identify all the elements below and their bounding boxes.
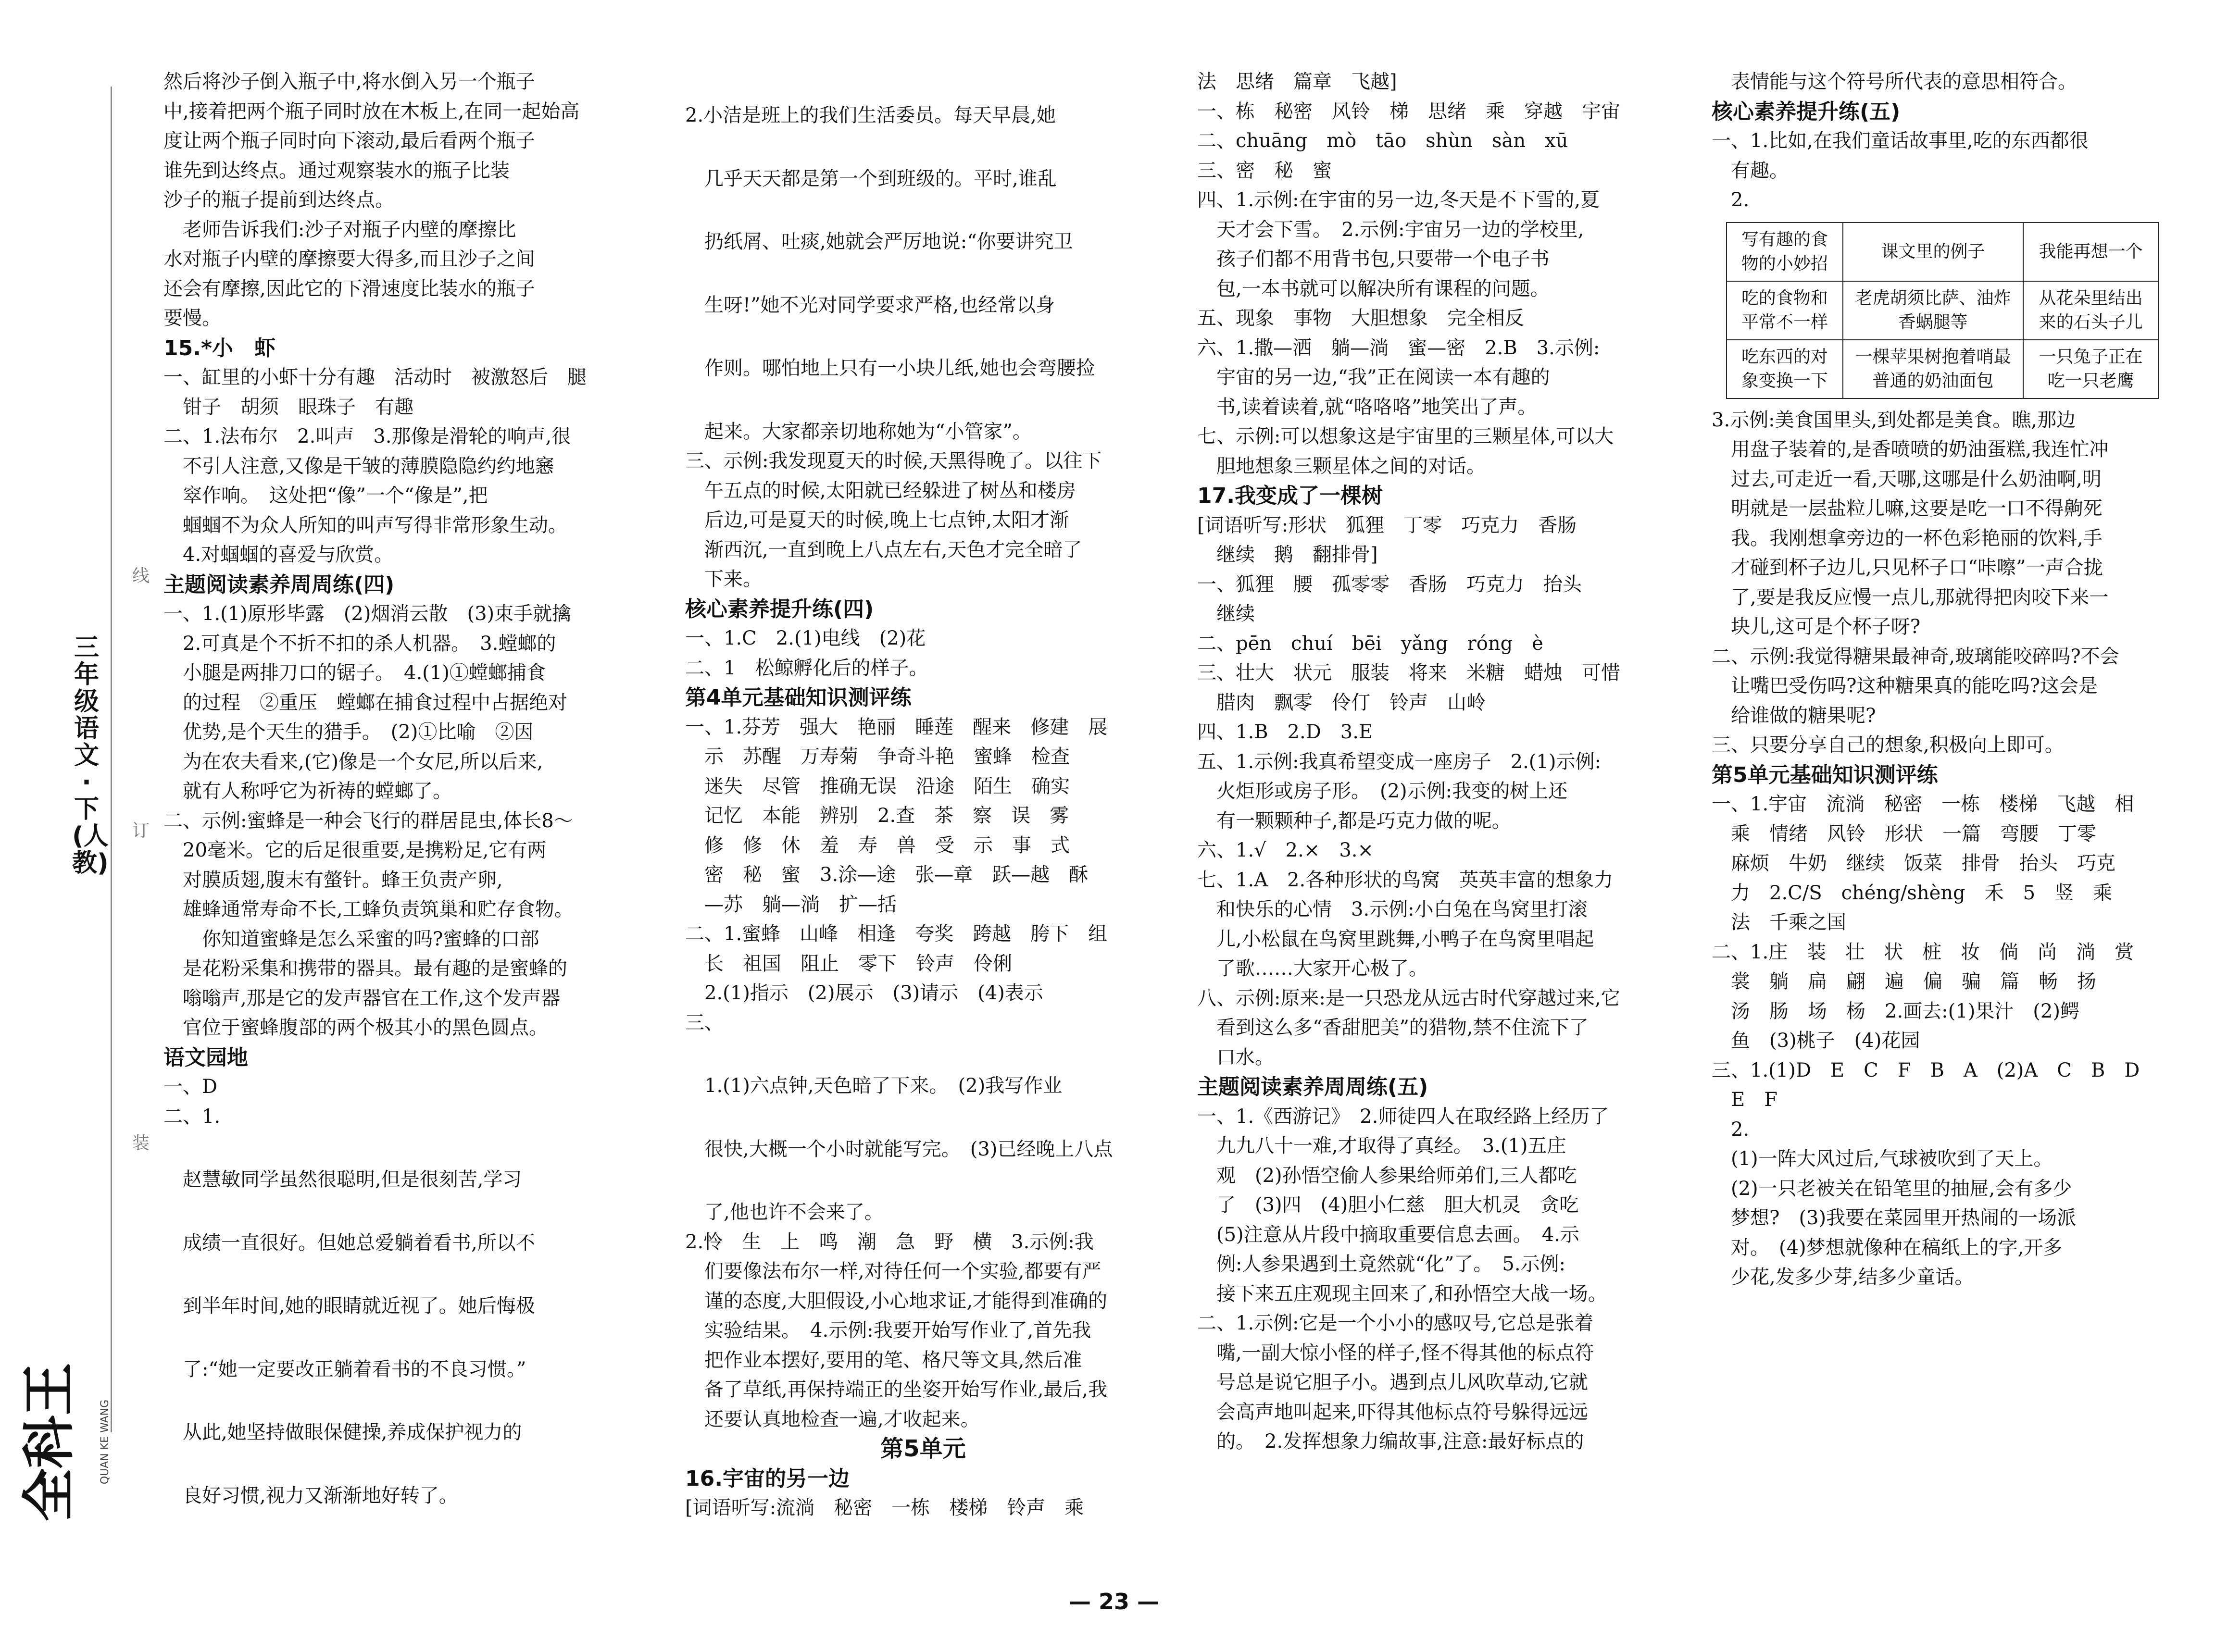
text-line: 起来。大家都亲切地称她为“小管家”。 [685, 420, 1032, 443]
table-cell: 从花朵里结出来的石头子儿 [2023, 281, 2158, 340]
spacer [685, 1164, 1161, 1198]
text-line: 我。我刚想拿旁边的一杯色彩艳丽的饮料,手 [1712, 527, 2103, 549]
text-line: 一、缸里的小虾十分有趣 活动时 被激怒后 腿 [163, 366, 587, 388]
text-line: 接下来五庄观现主回来了,和孙悟空大战一场。 [1197, 1282, 1607, 1305]
section-heading: 主题阅读素养周周练(五) [1197, 1075, 1428, 1099]
text-line: 沙子的瓶子提前到达终点。 [163, 189, 394, 211]
logo-title: 全科王 [18, 1363, 80, 1521]
text-line: 窣作响。 这处把“像”一个“像是”,把 [163, 484, 488, 507]
text-line: 一、栋 秘密 风铃 梯 思绪 乘 穿越 宇宙 [1197, 100, 1620, 123]
text-line: 谁先到达终点。通过观察装水的瓶子比装 [163, 159, 510, 182]
text-line: 块儿,这可是个杯子呀? [1712, 616, 1921, 638]
text-line: 号总是说它胆子小。遇到点儿风吹草动,它就 [1197, 1371, 1588, 1393]
text-line: 梦想? (3)我要在菜园里开热闹的一场派 [1712, 1207, 2077, 1229]
text-line: 2. [1712, 1118, 1750, 1141]
spacer [685, 320, 1161, 354]
text-line: 小腿是两排刀口的锯子。 4.(1)①螳螂捕食 [163, 662, 546, 684]
table-row [1727, 223, 2158, 281]
section-heading: 17.我变成了一棵树 [1197, 484, 1383, 508]
text-line: 修 修 休 羞 寿 兽 受 示 事 式 [685, 834, 1070, 857]
section-heading: 15.*小 虾 [163, 335, 275, 360]
text-line: 九九八十一难,才取得了真经。 3.(1)五庄 [1197, 1135, 1566, 1157]
text-line: 包,一本书就可以解决所有课程的问题。 [1197, 277, 1550, 300]
text-line: 七、1.A 2.各种形状的鸟窝 英英丰富的想象力 [1197, 869, 1614, 891]
text-line: 三、 [685, 1011, 724, 1034]
text-line: 会高声地叫起来,吓得其他标点符号躲得远远 [1197, 1401, 1588, 1423]
brand-logo [18, 1298, 127, 1586]
logo-pinyin: QUAN KE WANG [99, 1399, 111, 1485]
text-line: 六、1.√ 2.× 3.× [1197, 839, 1374, 861]
table-cell: 写有趣的食物的小妙招 [1727, 223, 1843, 281]
text-line: 一、1.芬芳 强大 艳丽 睡莲 醒来 修建 展 [685, 716, 1108, 738]
text-line: 八、示例:原来:是一只恐龙从远古时代穿越过来,它 [1197, 987, 1620, 1009]
spacer [163, 1131, 639, 1165]
text-line: (5)注意从片段中摘取重要信息去画。 4.示 [1197, 1223, 1579, 1246]
text-line: 要慢。 [163, 307, 221, 329]
text-line: 一、1.比如,在我们童话故事里,吃的东西都很 [1712, 130, 2089, 152]
text-line: 水对瓶子内壁的摩擦要大得多,而且沙子之间 [163, 248, 535, 270]
text-line: 六、1.撒—洒 躺—淌 蜜—密 2.B 3.示例: [1197, 336, 1600, 359]
text-line: 让嘴巴受伤吗?这种糖果真的能吃吗?这会是 [1712, 675, 2098, 697]
text-line: 口水。 [1197, 1046, 1274, 1068]
text-line: 成绩一直很好。但她总爱躺着看书,所以不 [163, 1231, 535, 1254]
text-line: 是花粉采集和携带的器具。最有趣的是蜜蜂的 [163, 957, 567, 980]
text-line: 示 苏醒 万寿菊 争奇斗艳 蜜蜂 检查 [685, 745, 1070, 768]
text-line: 的过程 ②重压 螳螂在捕食过程中占据绝对 [163, 691, 567, 714]
text-line: 继续 鹅 翻排骨] [1197, 544, 1378, 566]
text-line: 二、1 松鲸孵化后的样子。 [685, 657, 928, 679]
text-line: 表情能与这个符号所代表的意思相符合。 [1712, 71, 2077, 93]
text-line: 给谁做的糖果呢? [1712, 704, 1876, 727]
text-line: 二、示例:我觉得糖果最神奇,玻璃能咬碎吗?不会 [1712, 645, 2119, 668]
text-line: 少花,发多少芽,结多少童话。 [1712, 1266, 1974, 1288]
unit-heading: 第5单元 [880, 1435, 966, 1462]
spacer [685, 194, 1161, 227]
text-line: 生呀!”她不光对同学要求严格,也经常以身 [685, 294, 1055, 316]
table-row [1727, 340, 2158, 398]
text-line: 一、D [163, 1076, 218, 1098]
text-line: 三、只要分享自己的想象,积极向上即可。 [1712, 734, 2064, 756]
text-line: 乘 情绪 风铃 形状 一篇 弯腰 丁零 [1712, 822, 2096, 845]
text-line: 2.小洁是班上的我们生活委员。每天早晨,她 [685, 104, 1056, 126]
text-line: 裳 躺 扁 翩 遍 偏 骗 篇 畅 扬 [1712, 970, 2096, 993]
text-line: 三、密 秘 蜜 [1197, 159, 1332, 182]
text-line: 一、1.《西游记》 2.师徒四人在取经路上经历了 [1197, 1105, 1609, 1128]
section-heading: 第5单元基础知识测评练 [1712, 762, 1938, 787]
text-line: 二、1.法布尔 2.叫声 3.那像是滑轮的响声,很 [163, 425, 571, 447]
text-line: —苏 躺—淌 扩—括 [685, 893, 897, 916]
section-heading: 16.宇宙的另一边 [685, 1466, 850, 1491]
binding-line [111, 87, 112, 1432]
text-line: 鱼 (3)桃子 (4)花园 [1712, 1030, 1920, 1052]
text-line: 后边,可是夏天的时候,晚上七点钟,太阳才渐 [685, 509, 1069, 531]
spacer [685, 1038, 1161, 1071]
table-cell: 吃东西的对象变换一下 [1727, 340, 1843, 398]
text-line: 为在农夫看来,(它)像是一个女尼,所以后来, [163, 750, 543, 773]
text-line: 看到这么多“香甜肥美”的猎物,禁不住流下了 [1197, 1017, 1589, 1039]
spacer [163, 1258, 639, 1292]
text-line: 三、1.(1)D E C F B A (2)A C B D [1712, 1059, 2140, 1081]
text-line: 明就是一层盐粒儿嘛,这要是吃一口不得齁死 [1712, 497, 2103, 520]
section-heading: 核心素养提升练(四) [685, 596, 874, 621]
text-line: 4.对蝈蝈的喜爱与欣赏。 [163, 544, 394, 566]
text-line: 有一颗颗种子,都是巧克力做的呢。 [1197, 809, 1511, 832]
column-4 [1712, 67, 2188, 1292]
text-line: 一、狐狸 腰 孤零零 香肠 巧克力 抬头 [1197, 573, 1582, 596]
text-line: 2.(1)指示 (2)展示 (3)请示 (4)表示 [685, 982, 1043, 1004]
spine-title: 三年级语文·下(人教) [72, 633, 109, 878]
text-line: 一、1.C 2.(1)电线 (2)花 [685, 627, 926, 649]
text-line: 实验结果。 4.示例:我要开始写作业了,首先我 [685, 1319, 1091, 1341]
spacer [163, 1195, 639, 1229]
text-line: 宇宙的另一边,“我”正在阅读一本有趣的 [1197, 366, 1550, 388]
text-line: 了歌……大家开心极了。 [1197, 957, 1428, 980]
text-line: 记忆 本能 辨别 2.查 茶 察 误 雾 [685, 805, 1069, 827]
text-line: 火炬形或房子形。 (2)示例:我变的树上还 [1197, 780, 1568, 802]
spacer [685, 384, 1161, 417]
text-line: 1.(1)六点钟,天色暗了下来。 (2)我写作业 [685, 1075, 1063, 1097]
text-line: 迷失 尽管 推确无误 沿途 陌生 确实 [685, 775, 1070, 797]
binding-mark-zhuang: 装 [132, 1133, 150, 1153]
text-line: 腊肉 飘零 伶仃 铃声 山岭 [1197, 691, 1486, 714]
text-line: 官位于蜜蜂腹部的两个极其小的黑色圆点。 [163, 1017, 548, 1039]
text-line: 午五点的时候,太阳就已经躲进了树丛和楼房 [685, 479, 1076, 502]
spacer [163, 1321, 639, 1355]
section-heading: 第4单元基础知识测评练 [685, 685, 912, 710]
binding-mark-xian: 线 [132, 566, 150, 586]
text-line: 二、pēn chuí bēi yǎng róng è [1197, 632, 1543, 655]
text-line: 嘴,一副大惊小怪的样子,怪不得其他的标点符 [1197, 1341, 1594, 1364]
text-line: 孩子们都不用背书包,只要带一个电子书 [1197, 248, 1550, 270]
food-ideas-table [1726, 222, 2159, 399]
section-heading: 主题阅读素养周周练(四) [163, 572, 395, 597]
text-line: 五、1.示例:我真希望变成一座房子 2.(1)示例: [1197, 750, 1601, 773]
text-line: 你知道蜜蜂是怎么采蜜的吗?蜜蜂的口部 [163, 928, 539, 950]
text-line: (1)一阵大风过后,气球被吹到了天上。 [1712, 1148, 2053, 1170]
text-line: [词语听写:形状 狐狸 丁零 巧克力 香肠 [1197, 514, 1577, 536]
table-cell: 吃的食物和平常不一样 [1727, 281, 1843, 340]
column-3 [1197, 67, 1673, 1457]
text-line: 一、1.(1)原形毕露 (2)烟消云散 (3)束手就擒 [163, 603, 572, 625]
text-line: 儿,小松鼠在鸟窝里跳舞,小鸭子在鸟窝里唱起 [1197, 928, 1594, 950]
text-line: 和快乐的心情 3.示例:小白兔在鸟窝里打滚 [1197, 898, 1588, 920]
spacer [685, 131, 1161, 164]
text-line: 良好习惯,视力又渐渐地好转了。 [163, 1484, 458, 1507]
table-row [1727, 281, 2158, 340]
text-line: 四、1.B 2.D 3.E [1197, 721, 1373, 743]
text-line: 密 秘 蜜 3.涂—途 张—章 跃—越 酥 [685, 864, 1089, 886]
text-line: 20毫米。它的后足很重要,是携粉足,它有两 [163, 839, 547, 861]
text-line: 四、1.示例:在宇宙的另一边,冬天是不下雪的,夏 [1197, 189, 1600, 211]
text-line: 有趣。 [1712, 159, 1789, 182]
text-line: 不引人注意,又像是干皱的薄膜隐隐约约地窸 [163, 455, 554, 477]
text-line: 二、1.庄 装 壮 状 桩 妆 倘 尚 淌 赏 [1712, 941, 2134, 963]
text-line: 2.可真是个不折不扣的杀人机器。 3.螳螂的 [163, 632, 556, 655]
text-line: 然后将沙子倒入瓶子中,将水倒入另一个瓶子 [163, 71, 535, 93]
text-line: 雄蜂通常寿命不长,工蜂负责筑巢和贮存食物。 [163, 898, 574, 920]
text-line: 麻烦 牛奶 继续 饭菜 排骨 抬头 巧克 [1712, 852, 2115, 874]
column-2 [685, 67, 1161, 1523]
text-line: 力 2.C/S chéng/shèng 禾 5 竖 乘 [1712, 882, 2113, 904]
text-line: 钳子 胡须 眼珠子 有趣 [163, 396, 413, 418]
text-line: 老师告诉我们:沙子对瓶子内壁的摩擦比 [163, 218, 516, 241]
section-heading: 核心素养提升练(五) [1712, 99, 1901, 124]
text-line: 天才会下雪。 2.示例:宇宙另一边的学校里, [1197, 218, 1584, 241]
text-line: 二、1.示例:它是一个小小的感叹号,它总是张着 [1197, 1312, 1594, 1334]
spacer [685, 67, 1161, 101]
text-line: 胆地想象三颗星体之间的对话。 [1197, 455, 1486, 477]
spacer [685, 257, 1161, 291]
text-line: 2.怜 生 上 鸣 潮 急 野 横 3.示例:我 [685, 1230, 1094, 1253]
text-line: 才碰到杯子边儿,只见杯子口“咔嚓”一声合拢 [1712, 557, 2103, 579]
text-line: 观 (2)孙悟空偷人参果给师弟们,三人都吃 [1197, 1164, 1577, 1187]
text-line: 们要像法布尔一样,对待任何一个实验,都要有严 [685, 1260, 1101, 1282]
text-line: 还会有摩擦,因此它的下滑速度比装水的瓶子 [163, 277, 535, 300]
section-heading: 语文园地 [163, 1045, 248, 1070]
text-line: 了,要是我反应慢一点儿,那就得把肉咬下来一 [1712, 586, 2109, 609]
text-line: 嗡嗡声,那是它的发声器官在工作,这个发声器 [163, 987, 561, 1009]
text-line: 二、1.蜜蜂 山峰 相逢 夸奖 跨越 胯下 组 [685, 923, 1108, 945]
text-line: 谨的态度,大胆假设,小心地求证,才能得到准确的 [685, 1290, 1108, 1312]
text-line: 下来。 [685, 568, 762, 590]
text-line: 二、示例:蜜蜂是一种会飞行的群居昆虫,体长8～ [163, 809, 573, 832]
text-line: 到半年时间,她的眼睛就近视了。她后悔极 [163, 1295, 535, 1317]
text-line: 七、示例:可以想象这是宇宙里的三颗星体,可以大 [1197, 425, 1614, 447]
text-line: (2)一只老被关在铅笔里的抽屉,会有多少 [1712, 1177, 2072, 1200]
spacer [685, 1101, 1161, 1135]
text-line: 中,接着把两个瓶子同时放在木板上,在同一起始高 [163, 100, 580, 123]
text-line: 法 思绪 篇章 飞越] [1197, 71, 1397, 93]
text-line: 还要认真地检查一遍,才收起来。 [685, 1408, 980, 1430]
table-cell: 我能再想一个 [2023, 223, 2158, 281]
text-line: 备了草纸,再保持端正的坐姿开始写作业,最后,我 [685, 1379, 1108, 1401]
spacer [163, 1384, 639, 1418]
text-line: 三、示例:我发现夏天的时候,天黑得晚了。以往下 [685, 450, 1102, 472]
text-line: 汤 肠 场 杨 2.画去:(1)果汁 (2)鳄 [1712, 1000, 2079, 1022]
text-line: 二、chuāng mò tāo shùn sàn xū [1197, 130, 1568, 152]
table-cell: 课文里的例子 [1843, 223, 2023, 281]
column-1 [163, 67, 639, 1511]
text-line: 几乎天天都是第一个到班级的。平时,谁乱 [685, 167, 1057, 190]
text-line: 3.示例:美食国里头,到处都是美食。瞧,那边 [1712, 409, 2076, 431]
text-line: 长 祖国 阻止 零下 铃声 伶俐 [685, 952, 1012, 975]
text-line: 把作业本摆好,要用的笔、格尺等文具,然后准 [685, 1349, 1082, 1371]
text-line: 例:人参果遇到土竟然就“化”了。 5.示例: [1197, 1253, 1566, 1275]
text-line: 蝈蝈不为众人所知的叫声写得非常形象生动。 [163, 514, 567, 536]
text-line: 就有人称呼它为祈祷的螳螂了。 [163, 780, 452, 802]
text-line: [词语听写:流淌 秘密 一栋 楼梯 铃声 乘 [685, 1497, 1084, 1519]
text-line: 三、壮大 状元 服装 将来 米糖 蜡烛 可惜 [1197, 662, 1620, 684]
page-number: — 23 — [1068, 1589, 1160, 1615]
text-line: 赵慧敏同学虽然很聪明,但是很刻苦,学习 [163, 1168, 522, 1191]
text-line: 的。 2.发挥想象力编故事,注意:最好标点的 [1197, 1430, 1584, 1453]
text-line: E F [1712, 1089, 1777, 1111]
text-line: 了 (3)四 (4)胆小仁慈 胆大机灵 贪吃 [1197, 1194, 1579, 1216]
text-line: 了,他也许不会来了。 [685, 1201, 884, 1223]
text-line: 扔纸屑、吐痰,她就会严厉地说:“你要讲究卫 [685, 231, 1073, 253]
text-line: 度让两个瓶子同时向下滚动,最后看两个瓶子 [163, 130, 535, 152]
spacer [163, 1448, 639, 1481]
text-line: 五、现象 事物 大胆想象 完全相反 [1197, 307, 1524, 329]
text-line: 继续 [1197, 603, 1255, 625]
table-cell: 老虎胡须比萨、油炸香蜗腿等 [1843, 281, 2023, 340]
text-line: 用盘子装着的,是香喷喷的奶油蛋糕,我连忙冲 [1712, 438, 2109, 460]
text-line: 了:“她一定要改正躺着看书的不良习惯。” [163, 1358, 526, 1380]
text-line: 法 千乘之国 [1712, 911, 1846, 933]
text-line: 从此,她坚持做眼保健操,养成保护视力的 [163, 1421, 522, 1443]
table-cell: 一棵苹果树抱着哨最普通的奶油面包 [1843, 340, 2023, 398]
binding-mark-ding: 订 [132, 821, 150, 841]
text-line: 对膜质翅,腹末有螫针。蜂王负责产卵, [163, 869, 503, 891]
text-line: 书,读着读着,就“咯咯咯”地笑出了声。 [1197, 396, 1537, 418]
text-line: 很快,大概一个小时就能写完。 (3)已经晚上八点 [685, 1138, 1113, 1160]
text-line: 渐西沉,一直到晚上八点左右,天色才完全暗了 [685, 538, 1082, 561]
text-line: 优势,是个天生的猎手。 (2)①比喻 ②因 [163, 721, 534, 743]
text-line: 过去,可走近一看,天哪,这哪是什么奶油啊,明 [1712, 468, 2102, 490]
text-line: 作则。哪怕地上只有一小块儿纸,她也会弯腰捡 [685, 357, 1095, 379]
text-line: 一、1.宇宙 流淌 秘密 一栋 楼梯 飞越 相 [1712, 793, 2134, 815]
table-cell: 一只兔子正在吃一只老鹰 [2023, 340, 2158, 398]
text-line: 对。 (4)梦想就像种在稿纸上的字,开多 [1712, 1236, 2063, 1259]
text-line: 二、1. [163, 1105, 221, 1128]
text-line: 2. [1712, 189, 1750, 211]
